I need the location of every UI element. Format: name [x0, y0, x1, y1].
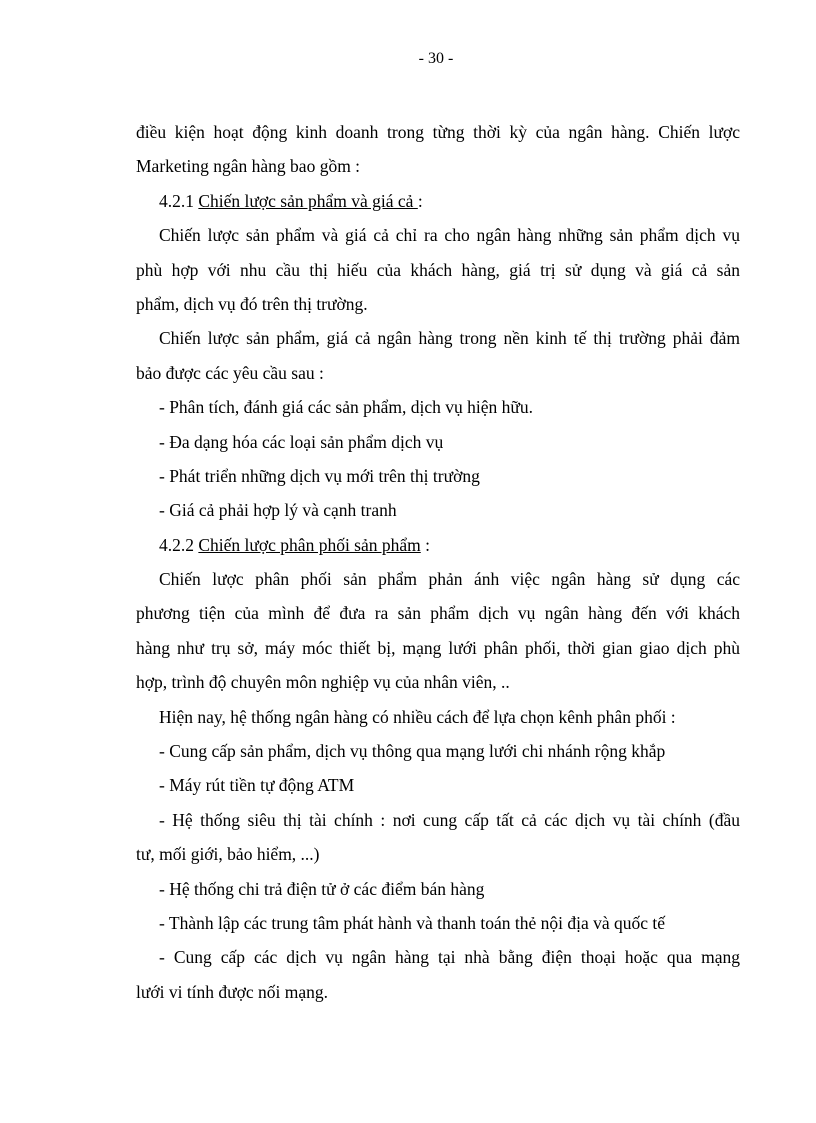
document-body — [136, 115, 740, 1009]
text-line: hợp, trình độ chuyên môn nghiệp vụ của nhân viên, .. — [136, 672, 510, 693]
section-colon: : — [420, 534, 431, 555]
list-item: - Phát triển những dịch vụ mới trên thị trường — [159, 465, 480, 486]
text-line: phù hợp với nhu cầu thị hiếu của khách hàng, giá trị sử dụng và giá cả sản — [136, 259, 740, 280]
text-line: lưới vi tính được nối mạng. — [136, 981, 329, 1002]
text-line: phẩm, dịch vụ đó trên thị trường. — [136, 293, 368, 314]
text-line: Chiến lược phân phối sản phẩm phản ánh việc ngân hàng sử dụng các — [159, 569, 740, 590]
section-title: Chiến lược sản phẩm và giá cả — [198, 190, 418, 211]
section-heading-4-2-1 — [136, 184, 740, 218]
section-colon: : — [417, 190, 423, 211]
section-heading-4-2-2 — [136, 528, 740, 562]
text-line: Hiện nay, hệ thống ngân hàng có nhiều cách để lựa chọn kênh phân phối : — [159, 706, 676, 727]
section-number: 4.2.1 — [159, 190, 199, 211]
list-item: - Giá cả phải hợp lý và cạnh tranh — [159, 500, 397, 521]
text-line: Chiến lược sản phẩm và giá cả chỉ ra cho ngân hàng những sản phẩm dịch vụ — [159, 225, 740, 246]
text-line: bảo được các yêu cầu sau : — [136, 362, 324, 383]
list-item: - Phân tích, đánh giá các sản phẩm, dịch vụ hiện hữu. — [159, 397, 533, 418]
text-line: điều kiện hoạt động kinh doanh trong từng thời kỳ của ngân hàng. Chiến lược — [136, 122, 740, 142]
text-line: phương tiện của mình để đưa ra sản phẩm dịch vụ ngân hàng đến với khách — [136, 603, 740, 624]
text-line: tư, mối giới, bảo hiểm, ...) — [136, 844, 320, 865]
list-item: - Đa dạng hóa các loại sản phẩm dịch vụ — [159, 431, 444, 452]
section-title: Chiến lược phân phối sản phẩm — [198, 534, 421, 555]
list-item: - Hệ thống siêu thị tài chính : nơi cung cấp tất cả các dịch vụ tài chính (đầu — [159, 809, 740, 830]
list-item: - Thành lập các trung tâm phát hành và thanh toán thẻ nội địa và quốc tế — [159, 912, 666, 933]
list-item: - Cung cấp các dịch vụ ngân hàng tại nhà bằng điện thoại hoặc qua mạng — [159, 947, 740, 968]
list-item: - Cung cấp sản phẩm, dịch vụ thông qua mạng lưới chi nhánh rộng khắp — [159, 741, 666, 762]
text-line: Marketing ngân hàng bao gồm : — [136, 156, 361, 177]
list-item: - Hệ thống chi trả điện tử ở các điểm bán hàng — [159, 878, 485, 899]
page-number: - 30 - — [418, 50, 454, 67]
section-number: 4.2.2 — [159, 534, 199, 555]
text-line: Chiến lược sản phẩm, giá cả ngân hàng trong nền kinh tế thị trường phải đảm — [159, 328, 740, 349]
list-item: - Máy rút tiền tự động ATM — [159, 775, 355, 796]
text-line: hàng như trụ sở, máy móc thiết bị, mạng lưới phân phối, thời gian giao dịch phù — [136, 637, 740, 658]
